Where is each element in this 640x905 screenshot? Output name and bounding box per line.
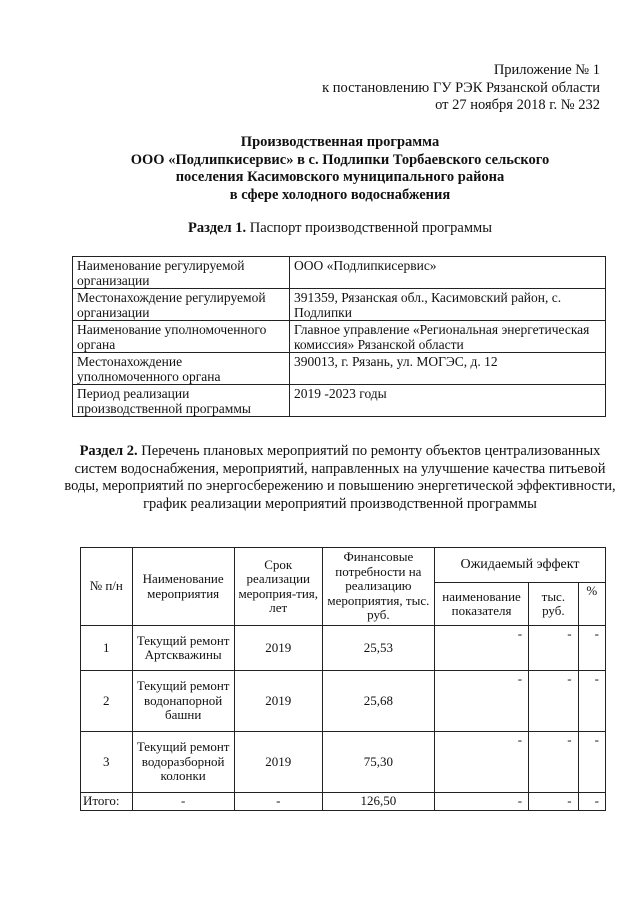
row-amount: 25,68 <box>322 671 434 732</box>
col-header-name: Наименование мероприятия <box>132 548 234 626</box>
row-rub: - <box>529 626 579 671</box>
table-row <box>73 289 606 321</box>
row-indicator: - <box>435 671 529 732</box>
table-row <box>73 321 606 353</box>
table-row <box>81 626 606 671</box>
col-header-finance: Финансовые потребности на реализацию мероприятия, тыс. руб. <box>322 548 434 626</box>
table-total-row <box>81 793 606 811</box>
row-indicator: - <box>435 732 529 793</box>
row-pct: - <box>578 626 605 671</box>
passport-key: Период реализации производственной программы <box>73 385 290 417</box>
col-header-rub: тыс. руб. <box>529 583 579 626</box>
col-header-indicator: наименование показателя <box>435 583 529 626</box>
total-rub: - <box>529 793 579 811</box>
row-year: 2019 <box>234 626 322 671</box>
total-indicator: - <box>435 793 529 811</box>
section-2-label: Раздел 2. <box>79 443 138 459</box>
appendix-date: от 27 ноября 2018 г. № 232 <box>435 97 600 113</box>
title-line-4: в сфере холодного водоснабжения <box>229 186 451 203</box>
section-1-heading <box>70 220 610 237</box>
row-num: 2 <box>81 671 133 732</box>
row-year: 2019 <box>234 671 322 732</box>
passport-key: Местонахождение регулируемой организации <box>73 289 290 321</box>
appendix-resolution: к постановлению ГУ РЭК Рязанской области <box>322 79 600 96</box>
passport-key: Наименование регулируемой организации <box>73 257 290 289</box>
row-num: 3 <box>81 732 133 793</box>
row-year: 2019 <box>234 732 322 793</box>
passport-value: ООО «Подлипкисервис» <box>290 257 606 289</box>
passport-key: Местонахождение уполномоченного органа <box>73 353 290 385</box>
row-pct: - <box>578 671 605 732</box>
table-row <box>73 353 606 385</box>
total-name: - <box>132 793 234 811</box>
total-amount: 126,50 <box>322 793 434 811</box>
appendix-header <box>322 62 600 115</box>
col-header-num: № п/н <box>81 548 133 626</box>
section-1-text: Паспорт производственной программы <box>246 220 492 236</box>
table-row <box>81 732 606 793</box>
passport-table <box>72 256 606 417</box>
table-row <box>73 385 606 417</box>
document-title <box>70 134 610 204</box>
passport-value: 390013, г. Рязань, ул. МОГЭС, д. 12 <box>290 353 606 385</box>
row-name: Текущий ремонт Артскважины <box>132 626 234 671</box>
title-line-1: Производственная программа <box>240 134 440 150</box>
section-2-heading <box>60 443 620 513</box>
col-header-effect: Ожидаемый эффект <box>435 548 606 583</box>
col-header-term: Срок реализации мероприя-тия, лет <box>234 548 322 626</box>
passport-value: 2019 -2023 годы <box>290 385 606 417</box>
total-year: - <box>234 793 322 811</box>
table-header-row <box>81 548 606 583</box>
passport-key: Наименование уполномоченного органа <box>73 321 290 353</box>
measures-table <box>80 547 606 811</box>
passport-value: 391359, Рязанская обл., Касимовский район, с. Подлипки <box>290 289 606 321</box>
passport-value: Главное управление «Региональная энергетическая комиссия» Рязанской области <box>290 321 606 353</box>
row-amount: 75,30 <box>322 732 434 793</box>
title-line-3: поселения Касимовского муниципального района <box>175 169 505 185</box>
row-name: Текущий ремонт водоразборной колонки <box>132 732 234 793</box>
row-pct: - <box>578 732 605 793</box>
total-pct: - <box>578 793 605 811</box>
row-num: 1 <box>81 626 133 671</box>
row-rub: - <box>529 671 579 732</box>
section-2-text: Перечень плановых мероприятий по ремонту объектов централизованных систем водоснабжения, мероприятий, направленных на улучшение качества питьевой воды, мероприятий по энергосбережению и повышению энергетической эффективности, график реализации мероприятий производственной программы <box>64 443 616 512</box>
row-indicator: - <box>435 626 529 671</box>
title-line-2: ООО «Подлипкисервис» в с. Подлипки Торбаевского сельского <box>130 151 550 168</box>
appendix-number: Приложение № 1 <box>493 62 600 78</box>
row-name: Текущий ремонт водонапорной башни <box>132 671 234 732</box>
row-amount: 25,53 <box>322 626 434 671</box>
table-row <box>81 671 606 732</box>
col-header-pct: % <box>578 583 605 626</box>
total-label: Итого: <box>81 793 133 811</box>
row-rub: - <box>529 732 579 793</box>
table-row <box>73 257 606 289</box>
section-1-label: Раздел 1. <box>188 220 247 236</box>
